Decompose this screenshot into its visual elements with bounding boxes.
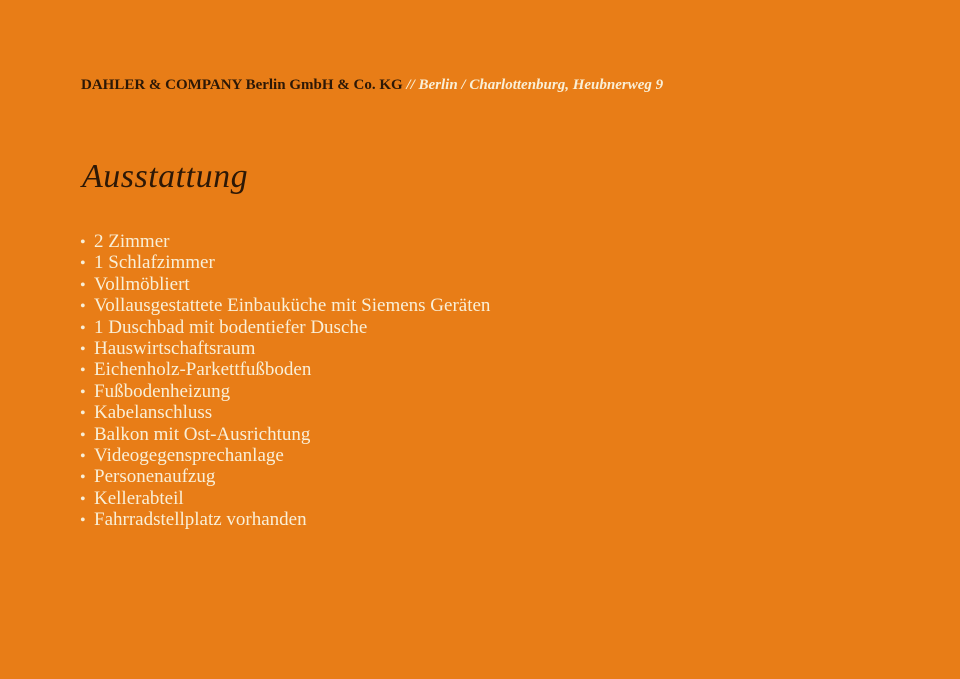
feature-item bbox=[80, 382, 490, 403]
feature-label: Fußbodenheizung bbox=[94, 380, 231, 402]
header-separator: // bbox=[402, 77, 419, 93]
feature-label: Videogegensprechanlage bbox=[94, 445, 284, 467]
bullet-icon: • bbox=[80, 298, 86, 316]
feature-label: Fahrradstellplatz vorhanden bbox=[94, 509, 307, 531]
bullet-icon: • bbox=[80, 512, 86, 530]
bullet-icon: • bbox=[80, 341, 86, 359]
feature-item bbox=[80, 489, 490, 510]
page-title: Ausstattung bbox=[82, 158, 249, 195]
slide-header bbox=[81, 76, 663, 94]
feature-label: Vollausgestattete Einbauküche mit Siemens Geräten bbox=[94, 295, 491, 317]
feature-item bbox=[80, 296, 490, 317]
bullet-icon: • bbox=[80, 362, 86, 380]
feature-label: 1 Duschbad mit bodentiefer Dusche bbox=[94, 316, 368, 338]
bullet-icon: • bbox=[80, 448, 86, 466]
feature-item bbox=[80, 425, 490, 446]
bullet-icon: • bbox=[80, 383, 86, 401]
bullet-icon: • bbox=[80, 405, 86, 423]
feature-item bbox=[80, 339, 490, 360]
feature-item bbox=[80, 446, 490, 467]
bullet-icon: • bbox=[80, 319, 86, 337]
feature-label: Vollmöbliert bbox=[94, 273, 190, 295]
feature-label: Balkon mit Ost-Ausrichtung bbox=[94, 423, 311, 445]
bullet-icon: • bbox=[80, 426, 86, 444]
feature-label: Personenaufzug bbox=[94, 466, 216, 488]
feature-label: Hauswirtschaftsraum bbox=[94, 338, 256, 360]
feature-label: Kellerabteil bbox=[94, 487, 184, 509]
feature-label: 2 Zimmer bbox=[94, 231, 170, 252]
feature-item bbox=[80, 232, 490, 253]
bullet-icon: • bbox=[80, 234, 86, 251]
bullet-icon: • bbox=[80, 276, 86, 294]
feature-item bbox=[80, 510, 490, 531]
feature-item bbox=[80, 275, 490, 296]
feature-label: Kabelanschluss bbox=[94, 402, 213, 424]
bullet-icon: • bbox=[80, 490, 86, 508]
bullet-icon: • bbox=[80, 469, 86, 487]
feature-item bbox=[80, 360, 490, 381]
feature-item bbox=[80, 467, 490, 488]
bullet-icon: • bbox=[80, 255, 86, 273]
company-name: DAHLER & COMPANY Berlin GmbH & Co. KG bbox=[81, 77, 403, 93]
feature-item bbox=[80, 403, 490, 424]
feature-item bbox=[80, 318, 490, 339]
feature-label: Eichenholz-Parkettfußboden bbox=[94, 359, 312, 381]
feature-label: 1 Schlafzimmer bbox=[94, 252, 215, 274]
property-location: Berlin / Charlottenburg, Heubnerweg 9 bbox=[418, 77, 664, 93]
feature-list bbox=[80, 232, 490, 532]
feature-item bbox=[80, 253, 490, 274]
